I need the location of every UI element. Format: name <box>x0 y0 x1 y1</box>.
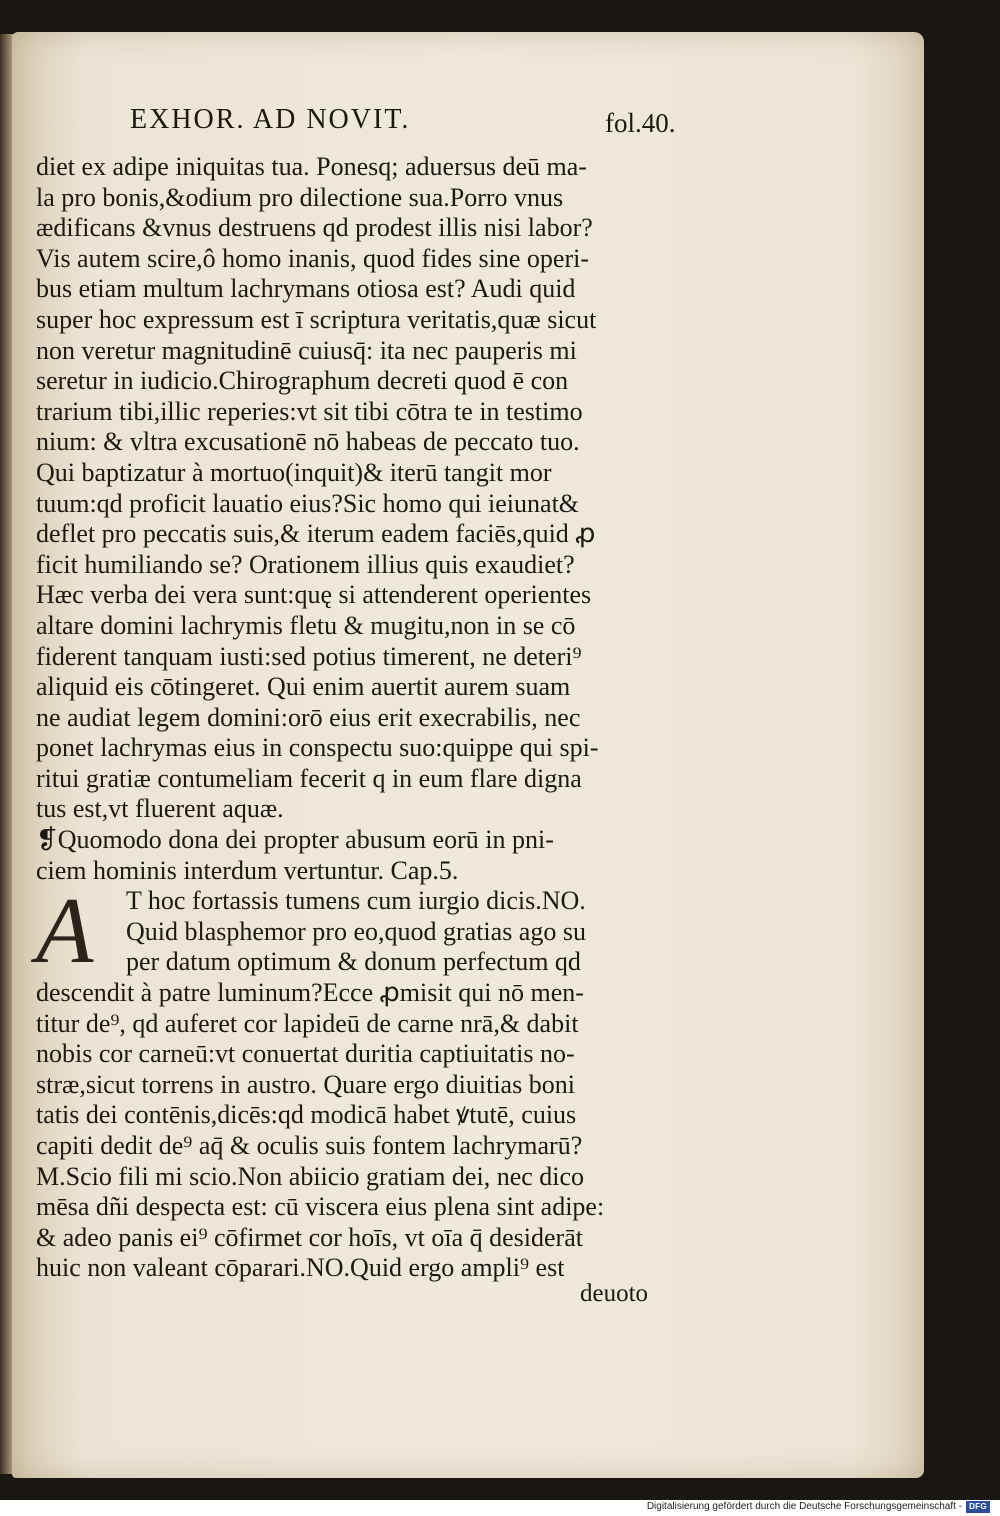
text-line: fiderent tanquam iusti:sed potius timerent, ne deteri⁹ <box>36 641 582 671</box>
text-line: seretur in iudicio.Chirographum decreti quod ē con <box>36 366 569 396</box>
text-line: Vis autem scire,ô homo inanis, quod fides sine operi- <box>36 243 589 273</box>
text-line: ritui gratiæ contumeliam fecerit q in eum flare digna <box>36 763 582 793</box>
text-block <box>36 152 696 1284</box>
text-line: mēsa dñi despecta est: cū viscera eius plena sint adipe: <box>36 1192 605 1222</box>
text-line: stræ,sicut torrens in austro. Quare ergo diuitias boni <box>36 1069 575 1099</box>
text-line: per datum optimum & donum perfectum qd <box>126 947 581 977</box>
text-line: & adeo panis ei⁹ cōfirmet cor hoīs, vt oīa q̄ desiderāt <box>36 1222 583 1252</box>
text-line: bus etiam multum lachrymans otiosa est? Audi quid <box>36 274 576 304</box>
text-line: diet ex adipe iniquitas tua. Ponesq; aduersus deū ma- <box>36 152 587 181</box>
text-line: super hoc expressum est ī scriptura veritatis,quæ sicut <box>36 304 597 334</box>
text-line: tuum:qd proficit lauatio eius?Sic homo qui ieiunat& <box>36 488 580 518</box>
text-line: capiti dedit de⁹ aq̄ & oculis suis fontem lachrymarū? <box>36 1131 583 1160</box>
dfg-logo: DFG <box>966 1501 990 1513</box>
text-line: huic non valeant cōparari.NO.Quid ergo ampli⁹ est <box>36 1253 565 1283</box>
text-line: Hæc verba dei vera sunt:quę si attenderent operientes <box>36 580 592 610</box>
text-line: Quid blasphemor pro eo,quod gratias ago su <box>126 916 586 946</box>
decorated-initial: A <box>36 879 94 983</box>
text-line: deflet pro peccatis suis,& iterum eadem faciēs,quid ꝓ <box>36 519 596 549</box>
running-head: EXHOR. AD NOVIT. <box>130 104 411 135</box>
folio-number: fol.40. <box>605 108 676 138</box>
text-line: non veretur magnitudinē cuiusq̄: ita nec pauperis mi <box>36 335 577 365</box>
text-line: nium: & vltra excusationē nō habeas de peccato tuo. <box>36 427 580 457</box>
text-line: trarium tibi,illic reperies:vt sit tibi cōtra te in testimo <box>36 396 583 426</box>
text-line: la pro bonis,&odium pro dilectione sua.Porro vnus <box>36 182 564 212</box>
text-line: altare domini lachrymis fletu & mugitu,non in se cō <box>36 610 576 640</box>
text-line: ponet lachrymas eius in conspectu suo:quippe qui spi- <box>36 733 599 763</box>
text-line: T hoc fortassis tumens cum iurgio dicis.NO. <box>126 886 586 916</box>
text-line: ne audiat legem domini:orō eius erit execrabilis, nec <box>36 702 581 732</box>
text-line: Qui baptizatur à mortuo(inquit)& iterū tangit mor <box>36 457 552 487</box>
text-line: ædificans &vnus destruens qd prodest illis nisi labor? <box>36 213 593 243</box>
text-line: titur de⁹, qd auferet cor lapideū de carne nrā,& dabit <box>36 1008 579 1038</box>
text-line: M.Scio fili mi scio.Non abiicio gratiam dei, nec dico <box>36 1161 585 1191</box>
chapter-heading: ❡Quomodo dona dei propter abusum eorū in pni- <box>36 825 554 855</box>
funding-notice: Digitalisierung gefördert durch die Deutsche Forschungsgemeinschaft - <box>646 1501 962 1512</box>
text-line: tus est,vt fluerent aquæ. <box>36 794 284 824</box>
text-line: nobis cor carneū:vt conuertat duritia captiuitatis no- <box>36 1039 575 1069</box>
text-line: tatis dei contēnis,dicēs:qd modicā habet ꝟtutē, cuius <box>36 1100 577 1130</box>
catchword: deuoto <box>580 1280 649 1307</box>
text-line: descendit à patre luminum?Ecce ꝓmisit qui nō men- <box>36 978 584 1008</box>
text-line: aliquid eis cōtingeret. Qui enim auertit aurem suam <box>36 672 571 702</box>
text-line: ficit humiliando se? Orationem illius quis exaudiet? <box>36 549 575 579</box>
chapter-heading: ciem hominis interdum vertuntur. Cap.5. <box>36 855 459 885</box>
